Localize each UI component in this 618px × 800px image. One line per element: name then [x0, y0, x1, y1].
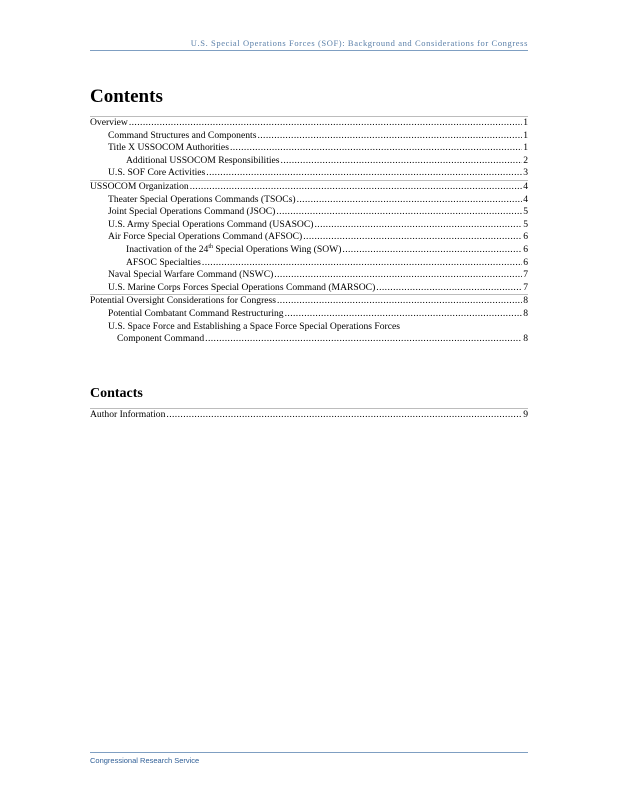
toc-entry-title: U.S. Marine Corps Forces Special Operations Command (MARSOC) [108, 281, 376, 293]
toc-entry-page: 9 [523, 409, 528, 420]
toc-entry-afsoc-specialties[interactable] [90, 257, 528, 270]
toc-entry-page: 2 [523, 154, 528, 166]
toc-entry-page: 7 [523, 269, 528, 281]
toc-entry-page: 5 [523, 218, 528, 230]
toc-leader-dots [281, 155, 523, 168]
contacts-title: Contacts [90, 386, 143, 401]
toc-entry-page: 4 [523, 180, 528, 192]
toc-entry-command-structures[interactable] [90, 130, 528, 143]
toc-leader-dots [277, 295, 522, 308]
contacts-list [90, 408, 528, 422]
toc-entry-page: 8 [523, 333, 528, 345]
toc-leader-dots [314, 219, 522, 232]
toc-entry-page: 8 [523, 307, 528, 319]
footer-rule [90, 752, 528, 753]
toc-leader-dots [257, 130, 522, 143]
toc-entry-jsoc[interactable] [90, 206, 528, 219]
header-rule [90, 50, 528, 51]
toc-leader-dots [206, 167, 522, 180]
toc-entry-title: USSOCOM Organization [90, 180, 189, 192]
toc-entry-title-line1: U.S. Space Force and Establishing a Space Force Special Operations Forces [108, 320, 401, 332]
toc-leader-dots [376, 282, 522, 295]
toc-leader-dots [230, 142, 522, 155]
toc-entry-title-line2: Component Command [117, 333, 205, 345]
toc-entry-oversight-considerations[interactable] [90, 295, 528, 308]
toc-entry-title: AFSOC Specialties [126, 256, 201, 268]
toc-entry-page: 4 [523, 193, 528, 205]
toc-entry-title: Potential Combatant Command Restructuring [108, 307, 284, 319]
toc-entry-title-post: Special Operations Wing (SOW) [213, 243, 342, 255]
toc-entry-marsoc[interactable] [90, 282, 528, 295]
toc-entry-page: 6 [523, 256, 528, 268]
toc-entry-title: Air Force Special Operations Command (AFSOC) [108, 231, 303, 243]
toc-leader-dots [274, 269, 522, 282]
toc-entry-ussocom-organization[interactable] [90, 181, 528, 194]
toc-entry-title: Potential Oversight Considerations for Congress [90, 295, 276, 307]
table-of-contents [90, 116, 528, 346]
toc-entry-usasoc[interactable] [90, 219, 528, 232]
toc-entry-title [126, 244, 341, 257]
toc-entry-title: Title X USSOCOM Authorities [108, 142, 229, 154]
toc-entry-title: U.S. Army Special Operations Command (USASOC) [108, 218, 314, 230]
toc-entry-tsocs[interactable] [90, 194, 528, 207]
toc-leader-dots [285, 308, 523, 321]
toc-entry-page: 3 [523, 167, 528, 179]
toc-entry-title: Author Information [90, 409, 166, 420]
toc-entry-space-force-sof[interactable] [90, 321, 528, 346]
toc-entry-title: Additional USSOCOM Responsibilities [126, 154, 280, 166]
toc-entry-page: 1 [523, 117, 528, 128]
toc-entry-page: 5 [523, 206, 528, 218]
toc-entry-title: Command Structures and Components [108, 129, 257, 141]
toc-entry-title: U.S. SOF Core Activities [108, 167, 206, 179]
toc-entry-title: Theater Special Operations Commands (TSOCs) [108, 193, 296, 205]
toc-leader-dots [166, 409, 522, 422]
toc-leader-dots [205, 333, 522, 346]
toc-entry-page: 8 [523, 295, 528, 307]
toc-entry-afsoc[interactable] [90, 231, 528, 244]
toc-leader-dots [297, 194, 523, 207]
toc-leader-dots [129, 117, 522, 130]
footer-text: Congressional Research Service [90, 756, 200, 765]
toc-entry-title: Naval Special Warfare Command (NSWC) [108, 269, 274, 281]
contents-title: Contents [90, 86, 163, 107]
toc-leader-dots [342, 244, 522, 257]
toc-entry-title-x-authorities[interactable] [90, 142, 528, 155]
toc-entry-sof-core-activities[interactable] [90, 167, 528, 180]
running-header: U.S. Special Operations Forces (SOF): Background and Considerations for Congress [190, 38, 528, 48]
toc-entry-nswc[interactable] [90, 269, 528, 282]
toc-entry-inactivation-24th-sow[interactable] [90, 244, 528, 257]
toc-entry-additional-responsibilities[interactable] [90, 155, 528, 168]
toc-entry-page: 6 [523, 243, 528, 255]
toc-entry-title: Overview [90, 117, 128, 128]
toc-entry-combatant-command-restructuring[interactable] [90, 308, 528, 321]
ordinal-suffix: th [208, 243, 213, 250]
toc-leader-dots [303, 231, 522, 244]
toc-entry-page: 6 [523, 231, 528, 243]
toc-entry-page: 1 [523, 142, 528, 154]
toc-entry-page: 1 [523, 129, 528, 141]
toc-entry-overview[interactable] [90, 117, 528, 130]
toc-entry-page: 7 [523, 281, 528, 293]
toc-leader-dots [276, 206, 522, 219]
toc-leader-dots [202, 257, 522, 270]
toc-entry-title-pre: Inactivation of the 24 [126, 243, 209, 255]
toc-leader-dots [190, 181, 523, 194]
toc-entry-title: Joint Special Operations Command (JSOC) [108, 206, 276, 218]
toc-entry-author-information[interactable] [90, 409, 528, 422]
